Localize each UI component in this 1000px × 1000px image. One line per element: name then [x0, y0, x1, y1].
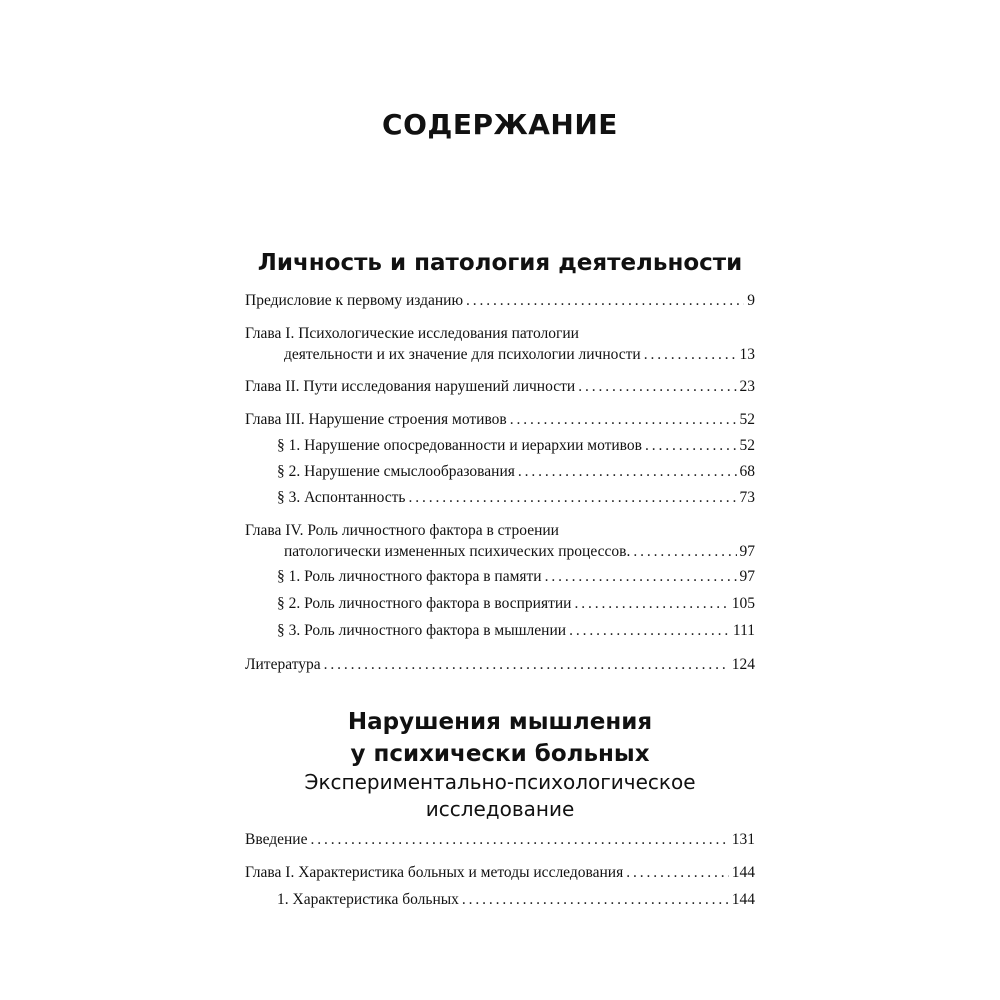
leader-dots — [408, 487, 736, 508]
leader-dots — [324, 654, 729, 675]
toc-entry[interactable] — [245, 290, 755, 311]
toc-entry[interactable] — [245, 654, 755, 675]
toc-entry[interactable] — [245, 520, 755, 562]
toc-page-number: 144 — [731, 891, 755, 908]
toc-entry-title: § 3. Роль личностного фактора в мышлении — [277, 622, 567, 639]
toc-entry-title: § 3. Аспонтанность — [277, 489, 406, 506]
toc-page-number: 97 — [739, 543, 755, 560]
leader-dots — [569, 620, 730, 641]
leader-dots — [644, 344, 737, 365]
toc-subentry[interactable] — [277, 461, 755, 482]
toc-entry-title: Глава I. Характеристика больных и методы исследования — [245, 864, 624, 881]
section-heading: Личность и патология деятельности — [257, 250, 743, 276]
toc-entry[interactable] — [245, 376, 755, 397]
toc-entry-title: патологически измененных психических процессов. — [284, 543, 631, 560]
leader-dots — [518, 461, 737, 482]
section-subheading-line2: исследование — [425, 797, 575, 821]
toc-page-number: 124 — [731, 656, 755, 673]
section-heading-line2: у психически больных — [350, 741, 650, 767]
toc-subentry[interactable] — [277, 566, 755, 587]
page-title: СОДЕРЖАНИЕ — [382, 108, 618, 141]
toc-entry-title: Введение — [245, 831, 308, 848]
toc-subentry[interactable] — [277, 487, 755, 508]
toc-entry-title: Глава II. Пути исследования нарушений личности — [245, 378, 576, 395]
toc-page-number: 73 — [739, 489, 755, 506]
toc-subentry[interactable] — [277, 889, 755, 910]
toc-page-number: 9 — [747, 292, 755, 309]
leader-dots — [633, 541, 736, 562]
section-heading: Нарушения мышления — [347, 709, 653, 735]
toc-entry-title: § 2. Нарушение смыслообразования — [277, 463, 515, 480]
leader-dots — [466, 290, 744, 311]
toc-entry-title: Глава III. Нарушение строения мотивов — [245, 411, 507, 428]
toc-entry[interactable] — [245, 862, 755, 883]
leader-dots — [462, 889, 729, 910]
toc-page-number: 144 — [731, 864, 755, 881]
toc-entry-title: Предисловие к первому изданию — [245, 292, 464, 309]
leader-dots — [626, 862, 729, 883]
toc-entry[interactable] — [245, 409, 755, 430]
toc-page-number: 105 — [731, 595, 755, 612]
leader-dots — [310, 829, 728, 850]
toc-page-number: 52 — [739, 411, 755, 428]
toc-page-number: 131 — [731, 831, 755, 848]
toc-page-number: 97 — [739, 568, 755, 585]
toc-entry-title: Литература — [245, 656, 321, 673]
toc-entry[interactable] — [245, 829, 755, 850]
toc-page-number: 23 — [739, 378, 755, 395]
toc-subentry[interactable] — [277, 593, 755, 614]
leader-dots — [545, 566, 737, 587]
toc-entry-title: § 1. Нарушение опосредованности и иерархии мотивов — [277, 437, 642, 454]
toc-entry-title-line1: Глава I. Психологические исследования патологии — [245, 325, 579, 342]
toc-entry-title: 1. Характеристика больных — [277, 891, 459, 908]
toc-entry-title: деятельности и их значение для психологии личности — [284, 346, 641, 363]
toc-entry-title-line1: Глава IV. Роль личностного фактора в строении — [245, 522, 559, 539]
toc-page-number: 68 — [739, 463, 755, 480]
section-subheading: Экспериментально-психологическое — [304, 770, 696, 794]
toc-subentry[interactable] — [277, 435, 755, 456]
toc-entry-title: § 1. Роль личностного фактора в памяти — [277, 568, 542, 585]
toc-page-number: 52 — [739, 437, 755, 454]
toc-entry-title: § 2. Роль личностного фактора в восприятии — [277, 595, 572, 612]
leader-dots — [645, 435, 737, 456]
leader-dots — [574, 593, 728, 614]
leader-dots — [510, 409, 737, 430]
toc-page-number: 111 — [732, 622, 755, 639]
toc-subentry[interactable] — [277, 620, 755, 641]
toc-page-number: 13 — [739, 346, 755, 363]
leader-dots — [578, 376, 736, 397]
toc-entry[interactable] — [245, 323, 755, 365]
